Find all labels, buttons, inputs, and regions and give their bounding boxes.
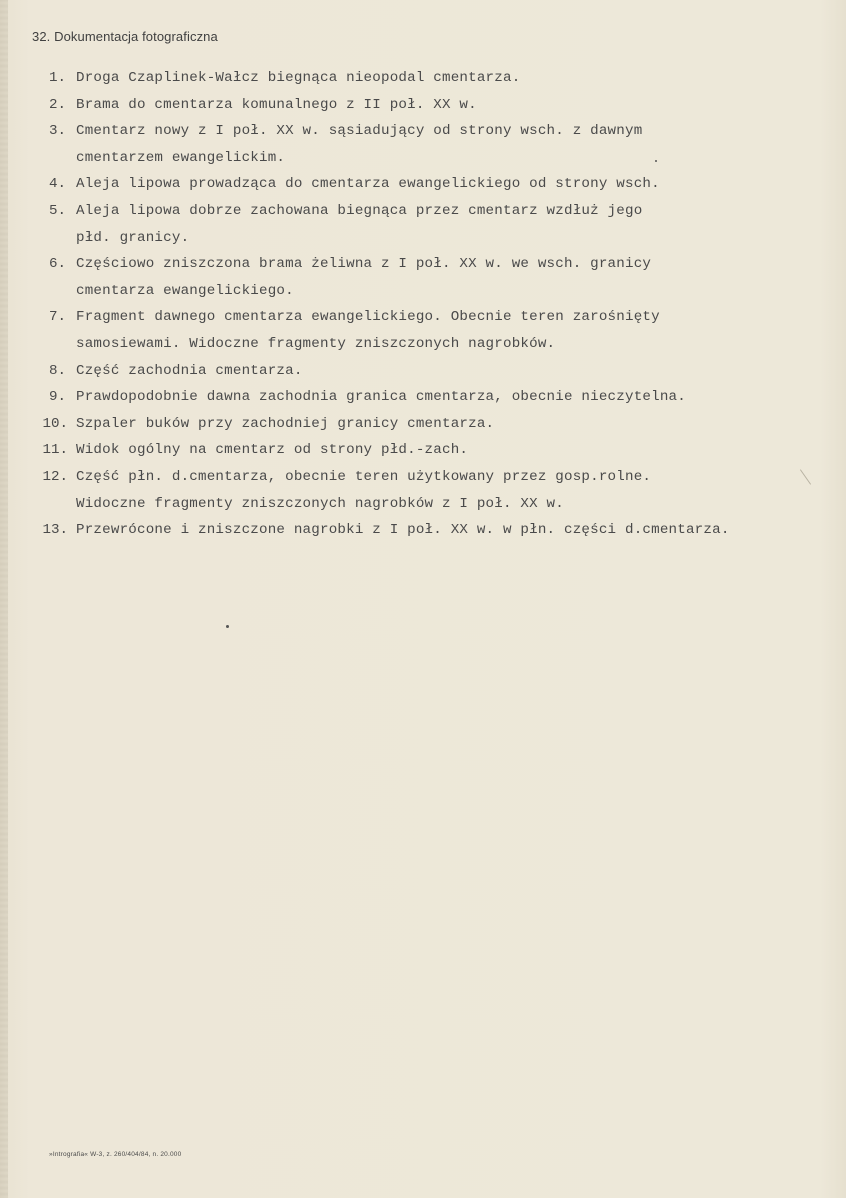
item-text-line: cmentarza ewangelickiego. — [76, 282, 294, 299]
item-text-line: Przewrócone i zniszczone nagrobki z I poł. XX w. w płn. części d.cmentarza. — [76, 522, 730, 539]
item-number: 1. — [48, 70, 66, 86]
item-number: 7. — [48, 309, 66, 326]
item-number: 6. — [48, 256, 66, 273]
printer-imprint: »Intrografia« W-3, z. 260/404/84, n. 20.000 — [49, 1151, 182, 1158]
item-number: 3. — [48, 123, 66, 140]
item-text-line: Część płn. d.cmentarza, obecnie teren użytkowany przez gosp.rolne. — [76, 469, 652, 485]
ink-speck — [226, 625, 229, 628]
item-text-line: Szpaler buków przy zachodniej granicy cmentarza. — [76, 415, 495, 432]
pencil-mark — [800, 469, 811, 484]
item-text-line: Aleja lipowa dobrze zachowana biegnąca przez cmentarz wzdłuż jego — [76, 203, 643, 219]
binding-edge — [0, 0, 8, 1198]
section-title: 32. Dokumentacja fotograficzna — [32, 29, 218, 44]
item-number: 9. — [48, 389, 66, 406]
ink-speck — [655, 160, 657, 162]
item-number: 13. — [42, 522, 68, 539]
item-number: 11. — [42, 442, 68, 459]
item-text-line: Część zachodnia cmentarza. — [76, 362, 303, 379]
item-text-line: Częściowo zniszczona brama żeliwna z I poł. XX w. we wsch. granicy — [76, 256, 652, 273]
item-text-line: cmentarzem ewangelickim. — [76, 149, 286, 166]
item-number: 8. — [48, 362, 66, 379]
item-text-line: Cmentarz nowy z I poł. XX w. sąsiadujący od strony wsch. z dawnym — [76, 123, 643, 140]
item-number: 4. — [48, 176, 66, 193]
item-number: 5. — [48, 203, 66, 219]
item-text-line: Prawdopodobnie dawna zachodnia granica cmentarza, obecnie nieczytelna. — [76, 389, 686, 406]
item-number: 10. — [42, 415, 68, 432]
item-text-line: Widoczne fragmenty zniszczonych nagrobków z I poł. XX w. — [76, 495, 564, 512]
item-text-line: Fragment dawnego cmentarza ewangelickiego. Obecnie teren zarośnięty — [76, 309, 660, 326]
item-text-line: Widok ogólny na cmentarz od strony płd.-zach. — [76, 442, 469, 459]
item-text-line: Aleja lipowa prowadząca do cmentarza ewangelickiego od strony wsch. — [76, 176, 660, 193]
item-text-line: samosiewami. Widoczne fragmenty zniszczonych nagrobków. — [76, 336, 556, 352]
item-number: 12. — [42, 469, 68, 485]
item-text-line: płd. granicy. — [76, 229, 190, 246]
item-text-line: Brama do cmentarza komunalnego z II poł. XX w. — [76, 96, 477, 113]
item-text-line: Droga Czaplinek-Wałcz biegnąca nieopodal cmentarza. — [76, 70, 521, 86]
item-number: 2. — [48, 96, 66, 113]
